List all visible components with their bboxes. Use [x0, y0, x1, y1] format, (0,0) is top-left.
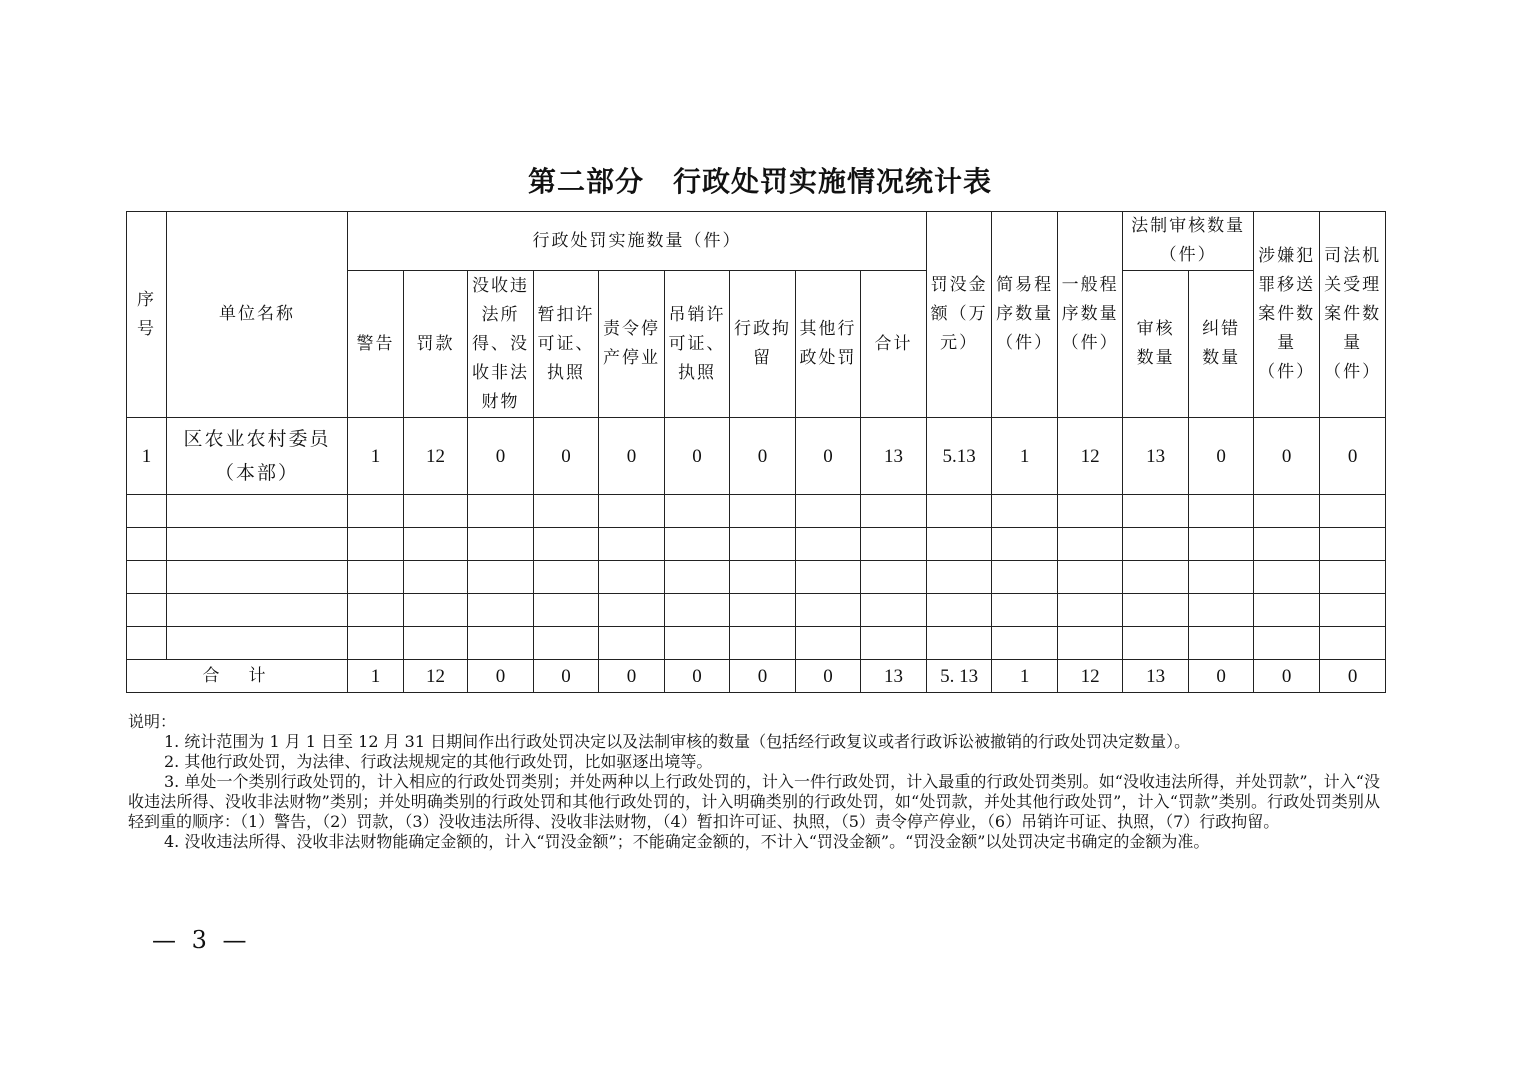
row-amount: 5.13	[927, 418, 992, 495]
empty-table-row	[127, 495, 1386, 528]
note-item: 2. 其他行政处罚，为法律、行政法规规定的其他行政处罚，比如驱逐出境等。	[164, 752, 713, 771]
header-unit: 单位名称	[167, 212, 348, 418]
header-fine: 罚款	[404, 271, 468, 418]
empty-cell	[665, 627, 730, 660]
empty-cell	[1123, 594, 1189, 627]
empty-cell	[534, 528, 599, 561]
empty-cell	[167, 528, 348, 561]
empty-cell	[404, 594, 468, 627]
row-stop: 0	[599, 418, 665, 495]
header-judicial: 司法机关受理案件数量（件）	[1320, 212, 1386, 418]
header-row-1	[127, 212, 1386, 271]
empty-table-row	[127, 561, 1386, 594]
total-amount: 5. 13	[927, 660, 992, 693]
row-transfer: 0	[1254, 418, 1320, 495]
empty-cell	[404, 627, 468, 660]
empty-cell	[404, 561, 468, 594]
total-warning: 1	[348, 660, 404, 693]
empty-cell	[127, 627, 167, 660]
row-general: 12	[1058, 418, 1123, 495]
empty-cell	[468, 528, 534, 561]
empty-cell	[861, 528, 927, 561]
row-review: 13	[1123, 418, 1189, 495]
empty-cell	[404, 528, 468, 561]
empty-cell	[1123, 528, 1189, 561]
row-simple: 1	[992, 418, 1058, 495]
empty-cell	[348, 627, 404, 660]
empty-cell	[468, 495, 534, 528]
empty-table-row	[127, 528, 1386, 561]
total-suspend: 0	[534, 660, 599, 693]
header-review-group: 法制审核数量（件）	[1123, 212, 1254, 271]
empty-cell	[468, 561, 534, 594]
empty-cell	[127, 528, 167, 561]
notes	[128, 712, 1380, 852]
empty-cell	[1254, 495, 1320, 528]
header-correct: 纠错数量	[1189, 271, 1254, 418]
empty-cell	[599, 495, 665, 528]
empty-cell	[665, 594, 730, 627]
empty-cell	[992, 594, 1058, 627]
header-warning: 警告	[348, 271, 404, 418]
total-correct: 0	[1189, 660, 1254, 693]
empty-cell	[127, 495, 167, 528]
empty-cell	[404, 495, 468, 528]
empty-cell	[1320, 528, 1386, 561]
total-stop: 0	[599, 660, 665, 693]
header-confiscate: 没收违法所得、没收非法财物	[468, 271, 534, 418]
empty-cell	[348, 495, 404, 528]
empty-table-row	[127, 627, 1386, 660]
note-item: 3. 单处一个类别行政处罚的，计入相应的行政处罚类别；并处两种以上行政处罚的，计入一件行政处罚，计入最重的行政处罚类别。如“没收违法所得，并处罚款”，计入“没收违法所得、没收非法财物”类别；并处明确类别的行政处罚和其他行政处罚的，计入明确类别的行政处罚，如“处罚款，并处其他行政处罚”，计入“罚款”类别。行政处罚类别从轻到重的顺序：（1）警告，（2）罚款，（3）没收违法所得、没收非法财物，（4）暂扣许可证、执照，（5）责令停产停业，（6）吊销许可证、执照，（7）行政拘留。	[128, 772, 1380, 831]
empty-cell	[1189, 528, 1254, 561]
header-subtotal: 合计	[861, 271, 927, 418]
total-general: 12	[1058, 660, 1123, 693]
row-other: 0	[796, 418, 861, 495]
empty-table-row	[127, 594, 1386, 627]
row-suspend: 0	[534, 418, 599, 495]
empty-cell	[1123, 627, 1189, 660]
empty-cell	[468, 627, 534, 660]
row-unit-line1: 区农业农村委员	[183, 428, 331, 450]
empty-cell	[468, 594, 534, 627]
empty-cell	[1189, 627, 1254, 660]
empty-cell	[1123, 495, 1189, 528]
empty-cell	[992, 495, 1058, 528]
empty-cell	[167, 561, 348, 594]
empty-cell	[1254, 561, 1320, 594]
total-row	[127, 660, 1386, 693]
total-confiscate: 0	[468, 660, 534, 693]
empty-cell	[927, 528, 992, 561]
empty-cell	[1320, 495, 1386, 528]
empty-cell	[927, 495, 992, 528]
note-item: 4. 没收违法所得、没收非法财物能确定金额的，计入“罚没金额”；不能确定金额的，不计入“罚没金额”。“罚没金额”以处罚决定书确定的金额为准。	[164, 832, 1210, 851]
empty-cell	[796, 627, 861, 660]
empty-rows	[127, 495, 1386, 660]
header-review: 审核数量	[1123, 271, 1189, 418]
header-general: 一般程序数量（件）	[1058, 212, 1123, 418]
header-simple: 简易程序数量（件）	[992, 212, 1058, 418]
empty-cell	[1254, 528, 1320, 561]
empty-cell	[534, 561, 599, 594]
empty-cell	[534, 627, 599, 660]
empty-cell	[1058, 627, 1123, 660]
row-subtotal: 13	[861, 418, 927, 495]
row-seq: 1	[127, 418, 167, 495]
total-label: 合 计	[127, 660, 348, 693]
empty-cell	[1189, 594, 1254, 627]
empty-cell	[167, 627, 348, 660]
total-other: 0	[796, 660, 861, 693]
empty-cell	[1058, 594, 1123, 627]
empty-cell	[665, 561, 730, 594]
header-revoke: 吊销许可证、执照	[665, 271, 730, 418]
empty-cell	[796, 495, 861, 528]
empty-cell	[167, 594, 348, 627]
empty-cell	[730, 561, 796, 594]
empty-cell	[796, 561, 861, 594]
empty-cell	[599, 627, 665, 660]
empty-cell	[730, 495, 796, 528]
empty-cell	[861, 627, 927, 660]
empty-cell	[1189, 495, 1254, 528]
empty-cell	[348, 594, 404, 627]
header-transfer: 涉嫌犯罪移送案件数量（件）	[1254, 212, 1320, 418]
empty-cell	[927, 627, 992, 660]
empty-cell	[1320, 561, 1386, 594]
empty-cell	[348, 528, 404, 561]
empty-cell	[927, 594, 992, 627]
header-amount: 罚没金额（万元）	[927, 212, 992, 418]
empty-cell	[796, 528, 861, 561]
empty-cell	[730, 594, 796, 627]
header-other: 其他行政处罚	[796, 271, 861, 418]
total-fine: 12	[404, 660, 468, 693]
empty-cell	[1058, 495, 1123, 528]
empty-cell	[796, 594, 861, 627]
row-correct: 0	[1189, 418, 1254, 495]
empty-cell	[1123, 561, 1189, 594]
empty-cell	[992, 627, 1058, 660]
note-item: 1. 统计范围为 1 月 1 日至 12 月 31 日期间作出行政处罚决定以及法制审核的数量（包括经行政复议或者行政诉讼被撤销的行政处罚决定数量）。	[164, 732, 1191, 751]
empty-cell	[599, 528, 665, 561]
empty-cell	[1189, 561, 1254, 594]
empty-cell	[992, 561, 1058, 594]
row-fine: 12	[404, 418, 468, 495]
total-detain: 0	[730, 660, 796, 693]
total-revoke: 0	[665, 660, 730, 693]
empty-cell	[127, 594, 167, 627]
empty-cell	[730, 627, 796, 660]
empty-cell	[167, 495, 348, 528]
empty-cell	[599, 594, 665, 627]
total-simple: 1	[992, 660, 1058, 693]
empty-cell	[927, 561, 992, 594]
empty-cell	[665, 528, 730, 561]
empty-cell	[992, 528, 1058, 561]
empty-cell	[861, 495, 927, 528]
page-number: — 3 —	[152, 926, 251, 954]
empty-cell	[534, 594, 599, 627]
empty-cell	[348, 561, 404, 594]
empty-cell	[534, 495, 599, 528]
notes-heading: 说明：	[128, 712, 177, 731]
empty-cell	[599, 561, 665, 594]
empty-cell	[1058, 528, 1123, 561]
header-suspend: 暂扣许可证、执照	[534, 271, 599, 418]
row-unit-line2: （本部）	[214, 462, 299, 484]
empty-cell	[730, 528, 796, 561]
row-revoke: 0	[665, 418, 730, 495]
empty-cell	[1254, 627, 1320, 660]
statistics-table	[126, 211, 1386, 693]
total-review: 13	[1123, 660, 1189, 693]
table-row	[127, 418, 1386, 495]
row-unit	[167, 418, 348, 495]
total-subtotal: 13	[861, 660, 927, 693]
empty-cell	[665, 495, 730, 528]
row-detain: 0	[730, 418, 796, 495]
row-confiscate: 0	[468, 418, 534, 495]
total-judicial: 0	[1320, 660, 1386, 693]
row-warning: 1	[348, 418, 404, 495]
empty-cell	[1254, 594, 1320, 627]
empty-cell	[1320, 627, 1386, 660]
empty-cell	[1058, 561, 1123, 594]
header-detain: 行政拘留	[730, 271, 796, 418]
empty-cell	[127, 561, 167, 594]
empty-cell	[1320, 594, 1386, 627]
header-implement-group: 行政处罚实施数量（件）	[348, 212, 927, 271]
header-stop: 责令停产停业	[599, 271, 665, 418]
header-seq: 序号	[127, 212, 167, 418]
total-transfer: 0	[1254, 660, 1320, 693]
row-judicial: 0	[1320, 418, 1386, 495]
page-title: 第二部分 行政处罚实施情况统计表	[527, 165, 992, 198]
empty-cell	[861, 594, 927, 627]
empty-cell	[861, 561, 927, 594]
